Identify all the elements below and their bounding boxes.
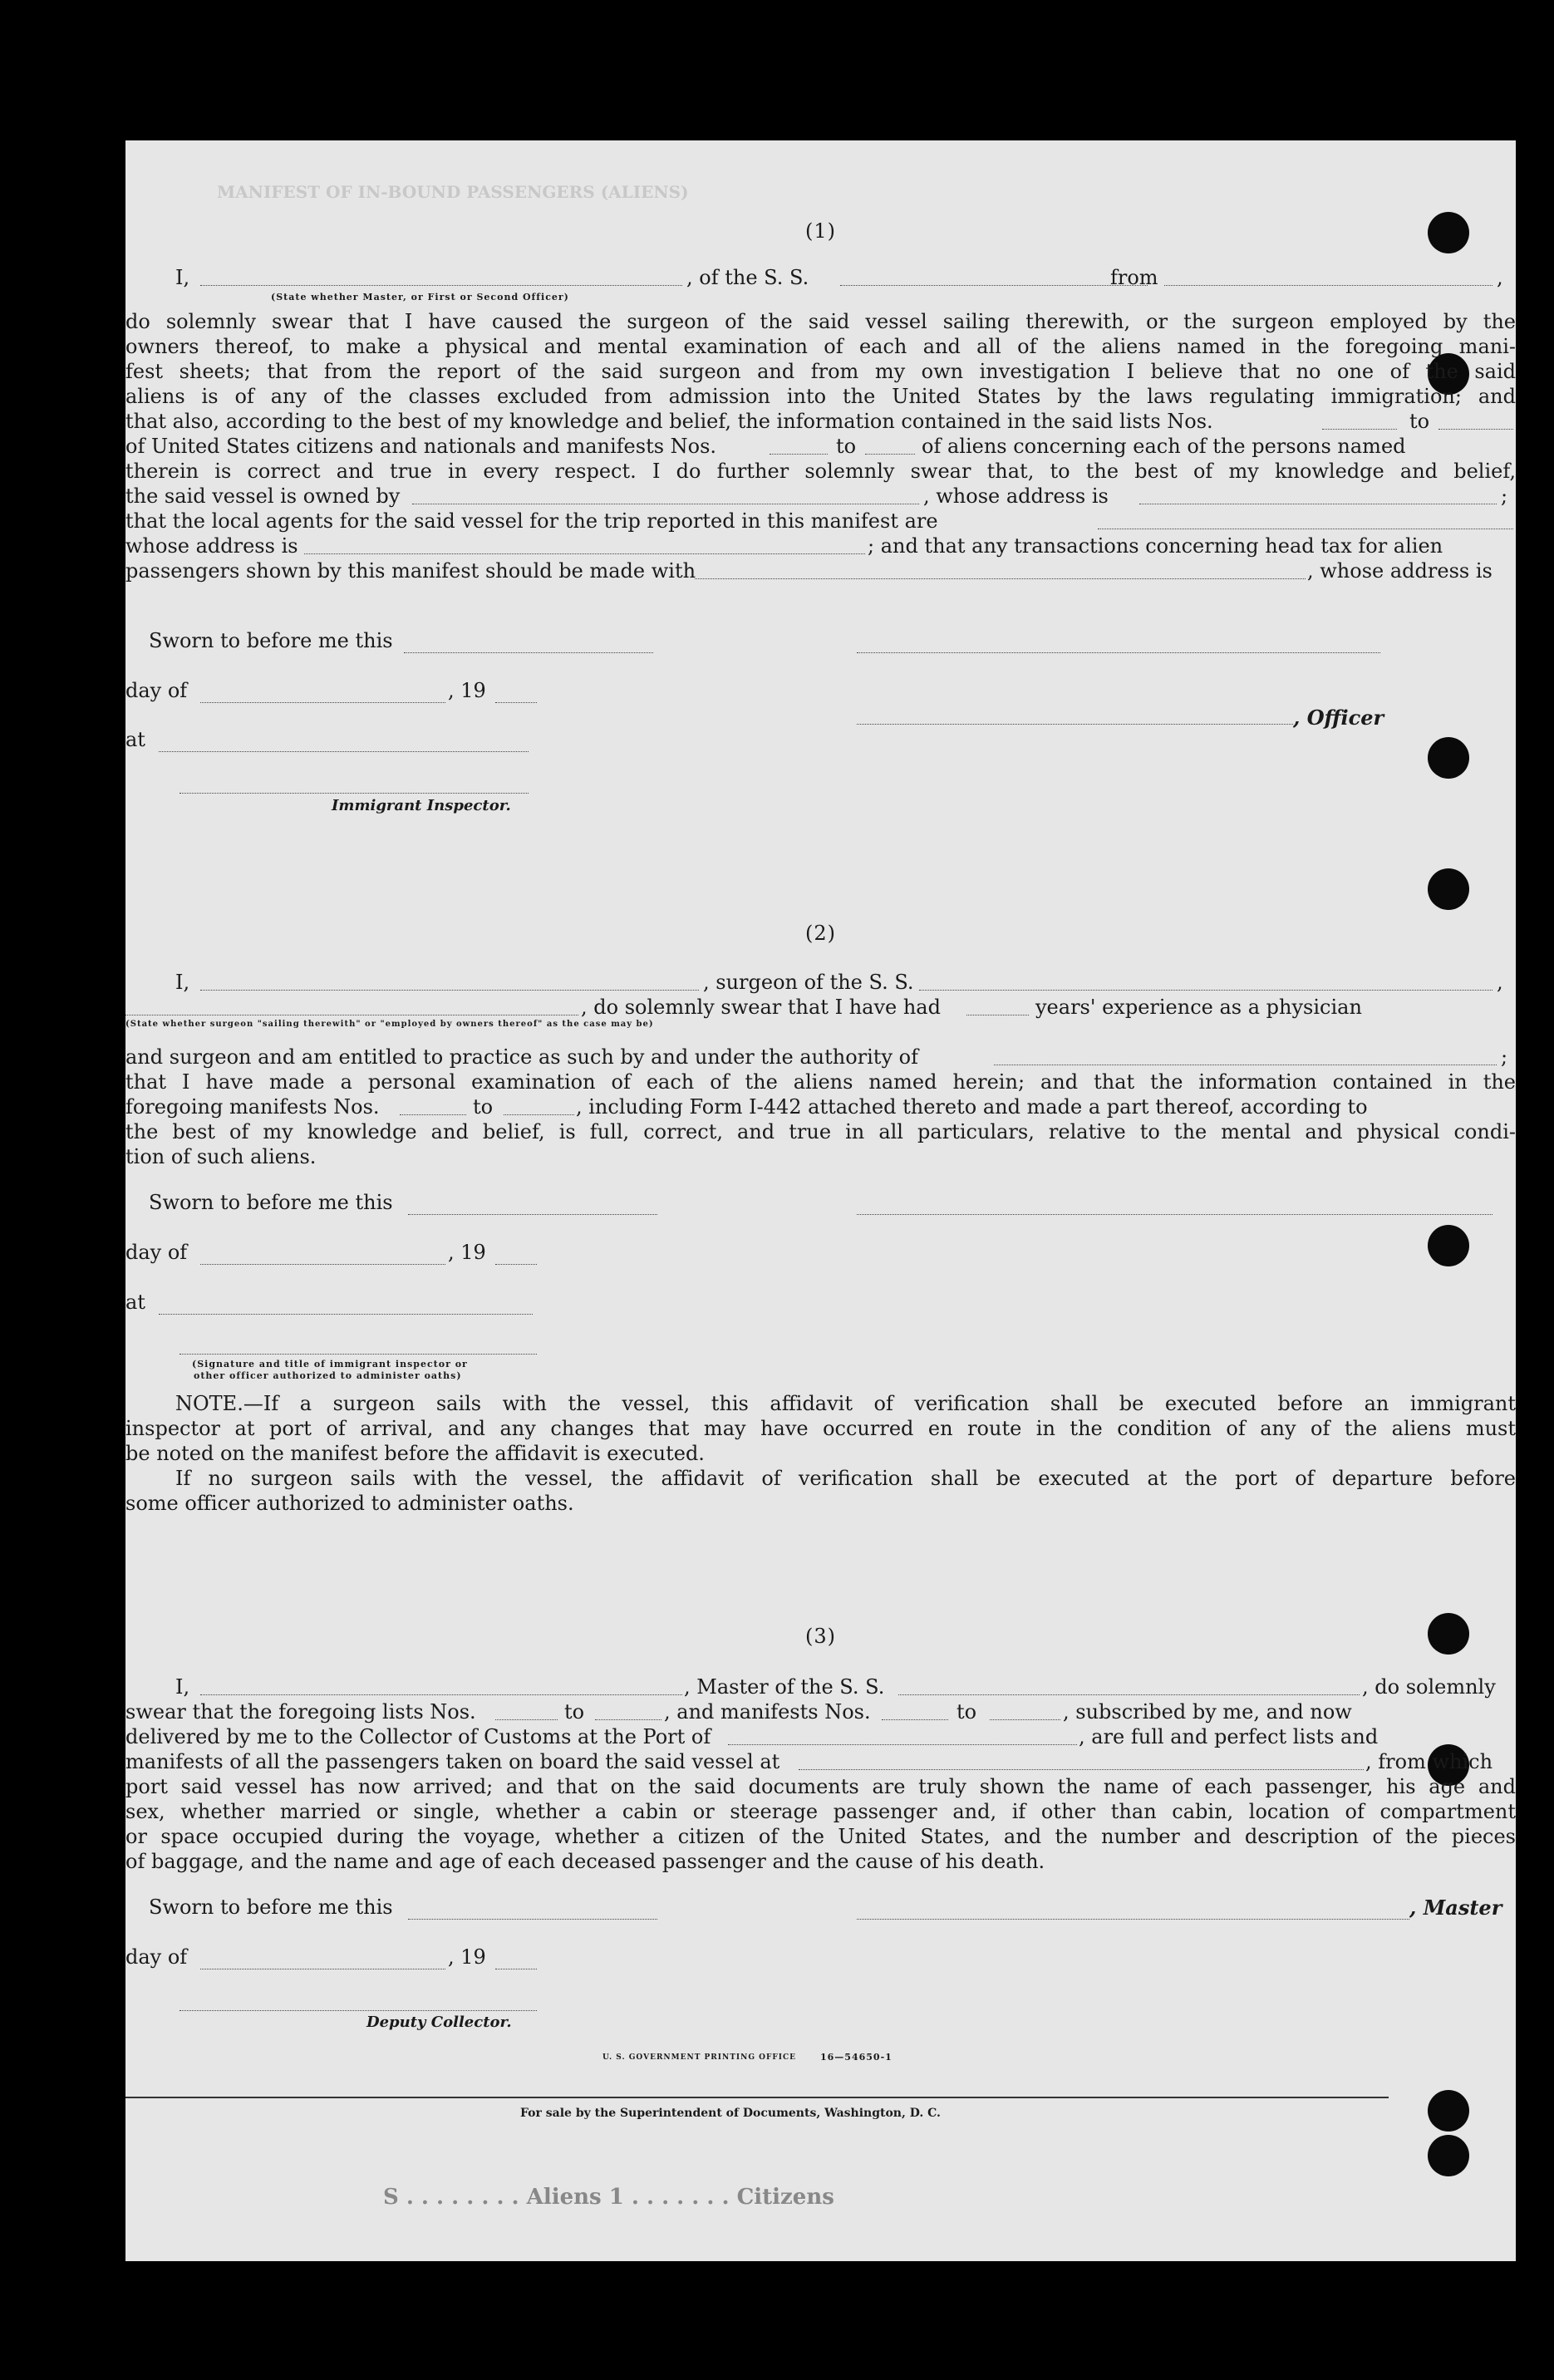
punch-hole	[1428, 2090, 1469, 2132]
s1-l1-b: , of the S. S.	[686, 266, 809, 289]
s1-p10-a: whose address is	[125, 534, 298, 558]
s2-para-2: that I have made a personal examination of each of the aliens named herein; and that the information contained in the	[125, 1070, 1516, 1094]
s3-line-8: of baggage, and the name and age of each deceased passenger and the cause of his death.	[125, 1850, 1045, 1873]
s2-para-5: tion of such aliens.	[125, 1145, 317, 1168]
s2-para-4: the best of my knowledge and belief, is full, correct, and true in all particulars, relative to the mental and physical condi-	[125, 1120, 1516, 1143]
s2-l2-a: , do solemnly swear that I have had	[581, 996, 941, 1019]
s1-p10-b: ; and that any transactions concerning head tax for alien	[868, 534, 1443, 558]
s1-l1-a: I,	[175, 266, 190, 289]
s2-note-4: If no surgeon sails with the vessel, the affidavit of verification shall be executed at the port of departure before	[175, 1467, 1516, 1490]
s3-line-6: sex, whether married or single, whether a cabin or steerage passenger and, if other than cabin, location of compartment	[125, 1800, 1516, 1823]
s3-day-of: day of	[125, 1945, 188, 1969]
form-page: (1) I, , of the S. S. from , (State whether Master, or First or Second Officer) do solemnly swear that I have caused the surgeon of the said vessel sailing therewith, or the surgeon employed by the owners thereof, to make a physical and mental examination of each and all of the aliens named in the foregoing mani- fest sheets; that from the report of the said surgeon and from my own investigation I believe that no one of the said aliens is of any of the classes excluded from admission into the United States by the laws regulating immigration; and that also, according to the best of my knowledge and belief, the information contained in the said lists Nos. to of United States citizens and nationals and manifests Nos. to of aliens concerning each of the persons named therein is correct and true in every respect. I do further solemnly swear that, to the best of my knowledge and belief, the said vessel is owned by , whose address is ; that the local agents for the said vessel for the trip reported in this manifest are whose address is ; and that any transactions concerning head tax for alien passengers shown by this manifest should be made with , whose address is Sworn to before me this day of , 19 , Officer at Immigrant Inspector. MANIFEST OF IN-BOUND PASSENGERS (ALIENS) (2) I, , surgeon of the S. S. , , do solemnly swear that I have had years' experience as a physician (State whether surgeon "sailing therewith" or "employed by owners thereof" as the case may be) and surgeon and am entitled to practice as such by and under the authority of ; that I have made a personal examination of each of the aliens named herein; and that the information contained in the foregoing manifests Nos. to , including Form I-442 attached thereto and made a part thereof, according to the best of my knowledge and belief, is full, correct, and true in all particulars, relative to the mental and physical condi- tion of such aliens. Sworn to before me this day of , 19 at (Signature and title of immigrant inspector or other officer authorized to administer oaths) NOTE.—If a surgeon sails with the vessel, this affidavit of verification shall be executed before an immigrant inspector at port of arrival, and any changes that may have occurred en route in the condition of any of the aliens must be noted on the manifest before the affidavit is executed. If no surgeon sails with the vessel, the affidavit of verification shall be executed at the port of departure before some officer authorized to administer oaths. (3) I, , Master of the S. S. , do solemnly swear that the foregoing lists Nos. to , and manifests Nos. to , subscribed by me, and now delivered by me to the Collector of Customs at the Port of , are full and perfect lists and manifests of all the passengers taken on board the said vessel at , from which port said vessel has now arrived; and that on the said documents are truly shown the name of each passenger, his age and sex, whether married or single, whether a cabin or steerage passenger and, if other than cabin, location of compartment or space occupied during the voyage, whether a citizen of the United States, and the number and description of the pieces of baggage, and the name and age of each deceased passenger and the cause of his death. Sworn to before me this , Master day of , 19 Deputy Collector. U. S. GOVERNMENT PRINTING OFFICE 16—54650-1 For sale by the Superintendent of Documents, Washington, D. C. S . . . . . . . . Aliens 1 . . . . . . . Citizens	[125, 140, 1516, 2261]
s2-at: at	[125, 1291, 145, 1314]
s1-p9: that the local agents for the said vessel for the trip reported in this manifest are	[125, 509, 938, 533]
s3-line-7: or space occupied during the voyage, whether a citizen of the United States, and the number and description of the pieces	[125, 1825, 1516, 1848]
s2-year: , 19	[448, 1241, 486, 1264]
s1-year: , 19	[448, 679, 486, 702]
s1-p6-a: of United States citizens and nationals and manifests Nos.	[125, 435, 717, 458]
s1-p5-a: that also, according to the best of my knowledge and belief, the information contained in the said lists Nos.	[125, 410, 1213, 433]
s2-note-5: some officer authorized to administer oaths.	[125, 1492, 574, 1515]
s1-para-3: fest sheets; that from the report of the said surgeon and from my own investigation I believe that no one of the said	[125, 360, 1516, 383]
s1-p11-a: passengers shown by this manifest should be made with	[125, 559, 696, 583]
s2-note-2: inspector at port of arrival, and any changes that may have occurred en route in the condition of any of the aliens must	[125, 1417, 1516, 1440]
punch-hole	[1428, 1225, 1469, 1266]
footer-gpo: U. S. GOVERNMENT PRINTING OFFICE	[602, 2053, 797, 2062]
s1-at: at	[125, 728, 145, 751]
s1-l1-hint: (State whether Master, or First or Second Officer)	[271, 292, 569, 302]
section-2-number: (2)	[805, 922, 836, 945]
s2-l2-hint: (State whether surgeon "sailing therewith" or "employed by owners thereof" as the case may be)	[125, 1020, 654, 1029]
s2-note-3: be noted on the manifest before the affidavit is executed.	[125, 1442, 705, 1465]
s1-officer: , Officer	[1293, 706, 1384, 730]
s2-sworn: Sworn to before me this	[149, 1191, 393, 1214]
s1-para-4: aliens is of any of the classes excluded from admission into the United States by the laws regulating immigration; and	[125, 385, 1516, 408]
punch-hole	[1428, 2135, 1469, 2176]
s1-para-2: owners thereof, to make a physical and mental examination of each and all of the aliens named in the foregoing mani-	[125, 335, 1516, 358]
s3-sworn: Sworn to before me this	[149, 1896, 393, 1919]
s1-p8-b: , whose address is	[923, 484, 1109, 508]
s2-day-of: day of	[125, 1241, 188, 1264]
punch-hole	[1428, 868, 1469, 910]
s1-p8-a: the said vessel is owned by	[125, 484, 401, 508]
faded-mirror-text: S . . . . . . . . Aliens 1 . . . . . . . Citizens	[383, 2185, 834, 2210]
footer-sale: For sale by the Superintendent of Documents, Washington, D. C.	[520, 2107, 941, 2120]
s2-l1-a: I,	[175, 971, 190, 994]
s1-p6-c: of aliens concerning each of the persons named	[922, 435, 1406, 458]
punch-hole	[1428, 737, 1469, 779]
s3-line-5: port said vessel has now arrived; and that on the said documents are truly shown the name of each passenger, his age and	[125, 1775, 1516, 1798]
s1-p6-b: to	[836, 435, 857, 458]
s1-sworn: Sworn to before me this	[149, 629, 393, 652]
s3-year: , 19	[448, 1945, 486, 1969]
s1-para-7: therein is correct and true in every respect. I do further solemnly swear that, to the best of my knowledge and belief,	[125, 460, 1516, 483]
section-1-number: (1)	[805, 219, 836, 243]
s2-sig-hint-1: (Signature and title of immigrant inspector or	[192, 1359, 468, 1369]
s1-p5-b: to	[1409, 410, 1430, 433]
footer-form-no: 16—54650-1	[820, 2052, 893, 2063]
s1-para-1: do solemnly swear that I have caused the surgeon of the said vessel sailing therewith, or the surgeon employed by the	[125, 310, 1516, 333]
faded-stamp: MANIFEST OF IN-BOUND PASSENGERS (ALIENS)	[217, 182, 689, 202]
s2-note-1: NOTE.—If a surgeon sails with the vessel, this affidavit of verification shall be executed before an immigrant	[175, 1392, 1516, 1415]
s2-l1-b: , surgeon of the S. S.	[703, 971, 914, 994]
s3-deputy: Deputy Collector.	[366, 2014, 512, 2031]
s1-p11-b: , whose address is	[1307, 559, 1493, 583]
s1-day-of: day of	[125, 679, 188, 702]
s1-l1-c: from	[1110, 266, 1158, 289]
s1-inspector: Immigrant Inspector.	[332, 797, 511, 814]
s2-sig-hint-2: other officer authorized to administer oaths)	[194, 1370, 462, 1381]
section-3-number: (3)	[805, 1625, 836, 1648]
s3-master: , Master	[1409, 1896, 1502, 1920]
s2-l2-b: years' experience as a physician	[1035, 996, 1362, 1019]
